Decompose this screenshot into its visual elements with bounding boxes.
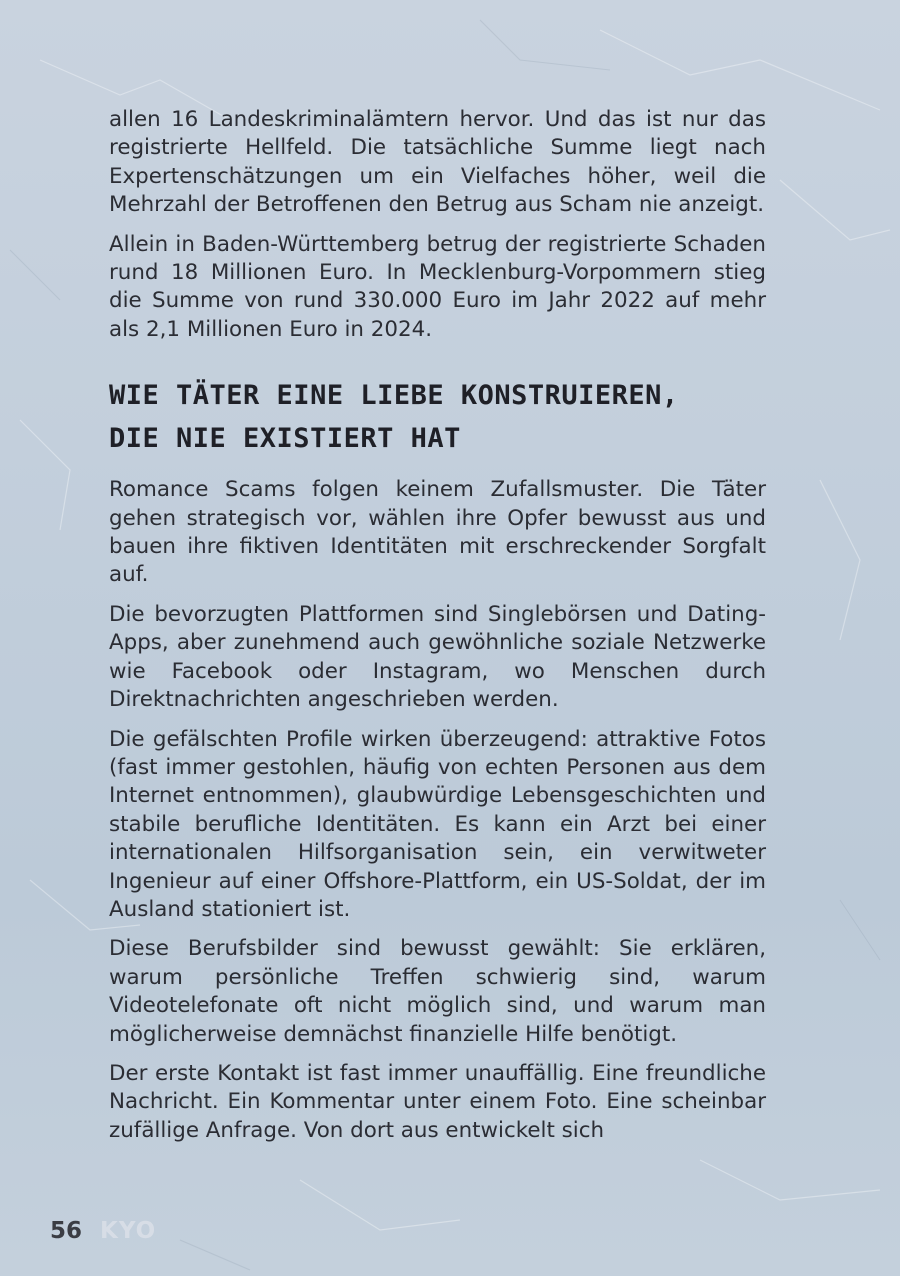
brand-logo: KYO bbox=[100, 1218, 157, 1244]
section-heading bbox=[109, 374, 766, 460]
paragraph: allen 16 Landeskriminalämtern hervor. Und das ist nur das registrierte Hellfeld. Die tatsächliche Summe liegt nach Expertenschätzungen um ein Vielfaches höher, weil die Mehrzahl der Betroffenen den Betrug aus Scham nie anzeigt. bbox=[109, 107, 766, 218]
page-number: 56 bbox=[50, 1218, 83, 1244]
paragraph: Romance Scams folgen keinem Zufallsmuster. Die Täter gehen strategisch vor, wählen ihre Opfer bewusst aus und bauen ihre fiktiven Identitäten mit erschreckender Sorgfalt auf. bbox=[109, 477, 766, 588]
paragraph: Der erste Kontakt ist fast immer unauffällig. Eine freundliche Nachricht. Ein Kommentar unter einem Foto. Eine scheinbar zufällige Anfrage. Von dort aus entwickelt sich bbox=[109, 1060, 766, 1143]
paragraph: Diese Berufsbilder sind bewusst gewählt: Sie erklären, warum persönliche Treffen schwierig sind, warum Videotelefonate oft nicht möglich sind, und warum man möglicherweise demnächst finanzielle Hilfe benötigt. bbox=[109, 936, 766, 1047]
heading-line: WIE TÄTER EINE LIEBE KONSTRUIEREN, bbox=[109, 380, 679, 412]
paragraph: Allein in Baden-Württemberg betrug der registrierte Schaden rund 18 Millionen Euro. In Mecklenburg-Vorpommern stieg die Summe von rund 330.000 Euro im Jahr 2022 auf mehr als 2,1 Millionen Euro in 2024. bbox=[109, 231, 766, 342]
paragraph: Die bevorzugten Plattformen sind Singlebörsen und Dating-Apps, aber zunehmend auch gewöhnliche soziale Netzwerke wie Facebook oder Instagram, wo Menschen durch Direktnachrichten angeschrieben werden. bbox=[109, 601, 766, 713]
heading-line: DIE NIE EXISTIERT HAT bbox=[109, 423, 461, 455]
paragraph: Die gefälschten Profile wirken überzeugend: attraktive Fotos (fast immer gestohlen, häufig von echten Personen aus dem Internet entnommen), glaubwürdige Lebensgeschichten und stabile berufliche Identitäten. Es kann ein Arzt bei einer internationalen Hilfsorganisation sein, ein verwitweter Ingenieur auf einer Offshore-Plattform, ein US-Soldat, der im Ausland stationiert ist. bbox=[109, 726, 766, 922]
page-footer bbox=[50, 1214, 156, 1248]
page-content bbox=[109, 106, 766, 1156]
